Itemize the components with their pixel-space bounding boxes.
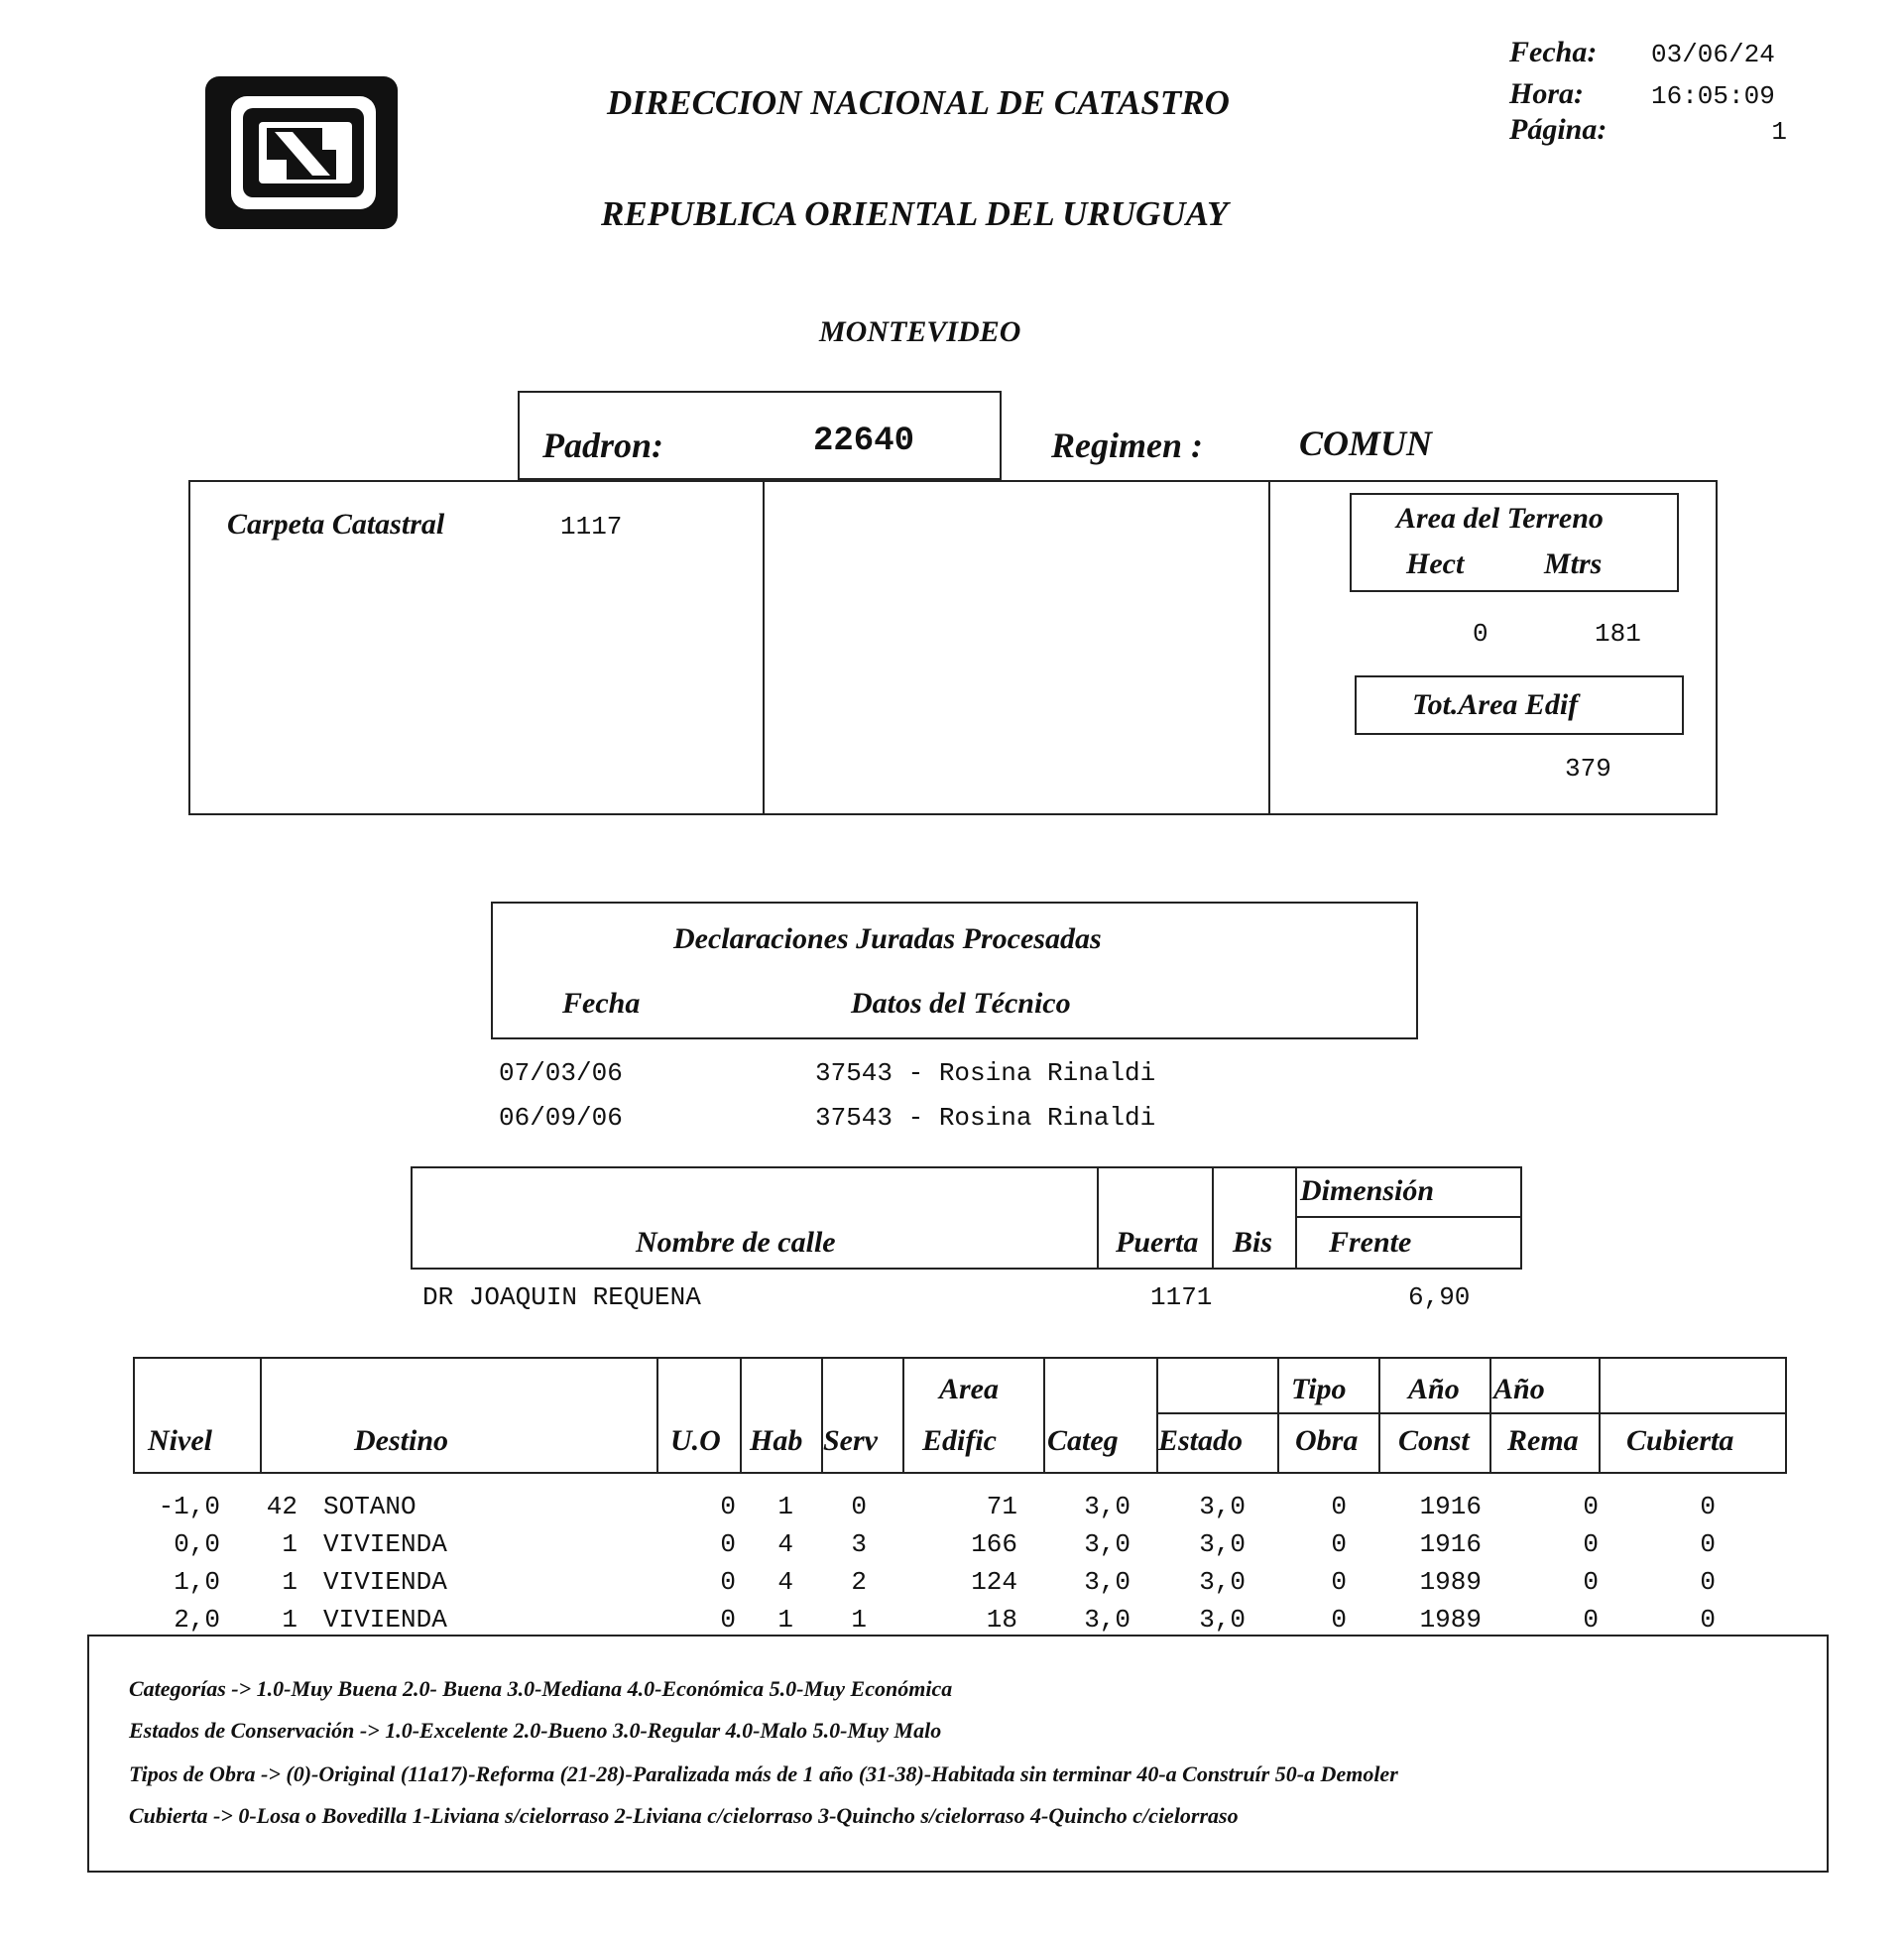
categ-cell: 3,0	[1084, 1605, 1130, 1635]
declaraciones-col-fecha: Fecha	[562, 987, 641, 1020]
pagina-label: Página:	[1509, 113, 1607, 146]
header-title-2: REPUBLICA ORIENTAL DEL URUGUAY	[601, 194, 1229, 233]
calle-nombre: DR JOAQUIN REQUENA	[422, 1282, 701, 1312]
rema-cell: 0	[1583, 1492, 1599, 1521]
cod-cell: 1	[282, 1529, 298, 1559]
col-cubierta: Cubierta	[1626, 1424, 1734, 1457]
calle-dimension-divider	[1295, 1216, 1522, 1218]
table-row	[0, 1492, 1904, 1527]
mtrs-value: 181	[1595, 619, 1641, 649]
cod-cell: 42	[266, 1492, 298, 1521]
nivel-cell: -1,0	[158, 1492, 220, 1521]
estado-cell: 3,0	[1199, 1567, 1246, 1597]
tipo-cell: 0	[1331, 1605, 1347, 1635]
carpeta-value: 1117	[560, 512, 623, 542]
col-anio-const-bottom: Const	[1398, 1424, 1470, 1457]
niveles-divider	[1277, 1357, 1279, 1474]
tipo-cell: 0	[1331, 1529, 1347, 1559]
cod-cell: 1	[282, 1567, 298, 1597]
declaraciones-title: Declaraciones Juradas Procesadas	[673, 922, 1102, 955]
info-divider-1	[763, 480, 765, 815]
area-cell: 124	[971, 1567, 1017, 1597]
area-cell: 71	[986, 1492, 1017, 1521]
uo-cell: 0	[720, 1529, 736, 1559]
legend-cubierta: Cubierta -> 0-Losa o Bovedilla 1-Liviana s/cielorraso 2-Liviana c/cielorraso 3-Quincho s/cielorraso 4-Quincho c/cielorraso	[129, 1803, 1239, 1828]
destino-cell: VIVIENDA	[323, 1567, 447, 1597]
hab-cell: 4	[777, 1567, 793, 1597]
cubierta-cell: 0	[1700, 1492, 1716, 1521]
niveles-divider	[1599, 1357, 1601, 1474]
cubierta-cell: 0	[1700, 1605, 1716, 1635]
legend-estados: Estados de Conservación -> 1.0-Excelente 2.0-Bueno 3.0-Regular 4.0-Malo 5.0-Muy Malo	[129, 1718, 942, 1743]
niveles-divider	[902, 1357, 904, 1474]
col-serv: Serv	[823, 1424, 878, 1457]
legend-tipos-obra: Tipos de Obra -> (0)-Original (11a17)-Reforma (21-28)-Paralizada más de 1 año (31-38)-Habitada sin terminar 40-a Construír 50-a Demoler	[129, 1761, 1398, 1786]
catastro-logo-icon	[203, 74, 400, 231]
destino-cell: VIVIENDA	[323, 1605, 447, 1635]
area-cell: 18	[986, 1605, 1017, 1635]
mtrs-label: Mtrs	[1544, 547, 1603, 580]
col-estado: Estado	[1158, 1424, 1244, 1457]
niveles-divider	[656, 1357, 658, 1474]
col-hab: Hab	[750, 1424, 803, 1457]
estado-cell: 3,0	[1199, 1492, 1246, 1521]
nivel-cell: 0,0	[174, 1529, 220, 1559]
location-label: MONTEVIDEO	[819, 315, 1021, 348]
declaracion-tecnico: 37543 - Rosina Rinaldi	[815, 1103, 1156, 1133]
categ-cell: 3,0	[1084, 1567, 1130, 1597]
tot-area-label: Tot.Area Edif	[1412, 688, 1579, 721]
uo-cell: 0	[720, 1492, 736, 1521]
col-anio-const-top: Año	[1408, 1373, 1460, 1405]
categ-cell: 3,0	[1084, 1492, 1130, 1521]
tipo-cell: 0	[1331, 1567, 1347, 1597]
niveles-divider	[1378, 1357, 1380, 1474]
hora-value: 16:05:09	[1651, 81, 1775, 111]
header-title-1: DIRECCION NACIONAL DE CATASTRO	[607, 83, 1230, 122]
const-cell: 1989	[1419, 1567, 1482, 1597]
tot-area-value: 379	[1565, 754, 1611, 784]
col-bis: Bis	[1233, 1226, 1273, 1259]
table-row	[0, 1567, 1904, 1603]
info-divider-2	[1268, 480, 1270, 815]
cubierta-cell: 0	[1700, 1529, 1716, 1559]
const-cell: 1916	[1419, 1529, 1482, 1559]
col-tipo-top: Tipo	[1291, 1373, 1347, 1405]
regimen-value: COMUN	[1299, 424, 1433, 463]
area-cell: 166	[971, 1529, 1017, 1559]
serv-cell: 3	[851, 1529, 867, 1559]
declaraciones-col-tecnico: Datos del Técnico	[851, 987, 1071, 1020]
serv-cell: 1	[851, 1605, 867, 1635]
calle-puerta: 1171	[1150, 1282, 1213, 1312]
col-dimension: Dimensión	[1300, 1174, 1435, 1207]
estado-cell: 3,0	[1199, 1529, 1246, 1559]
destino-cell: VIVIENDA	[323, 1529, 447, 1559]
col-nivel: Nivel	[148, 1424, 212, 1457]
niveles-divider	[260, 1357, 262, 1474]
area-terreno-label: Area del Terreno	[1396, 502, 1604, 535]
hab-cell: 1	[777, 1492, 793, 1521]
col-tipo-bottom: Obra	[1295, 1424, 1359, 1457]
serv-cell: 0	[851, 1492, 867, 1521]
hora-label: Hora:	[1509, 77, 1584, 110]
calle-divider	[1097, 1166, 1099, 1270]
col-area-bottom: Edific	[922, 1424, 997, 1457]
col-puerta: Puerta	[1116, 1226, 1199, 1259]
tipo-cell: 0	[1331, 1492, 1347, 1521]
rema-cell: 0	[1583, 1529, 1599, 1559]
rema-cell: 0	[1583, 1567, 1599, 1597]
declaracion-fecha: 07/03/06	[499, 1058, 623, 1088]
fecha-value: 03/06/24	[1651, 40, 1775, 69]
pagina-value: 1	[1771, 117, 1787, 147]
declaracion-fecha: 06/09/06	[499, 1103, 623, 1133]
carpeta-label: Carpeta Catastral	[227, 508, 445, 541]
uo-cell: 0	[720, 1605, 736, 1635]
hab-cell: 4	[777, 1529, 793, 1559]
padron-value: 22640	[813, 423, 915, 460]
calle-divider	[1212, 1166, 1214, 1270]
legend-categorias: Categorías -> 1.0-Muy Buena 2.0- Buena 3.0-Mediana 4.0-Económica 5.0-Muy Económica	[129, 1676, 953, 1701]
fecha-label: Fecha:	[1509, 36, 1598, 68]
serv-cell: 2	[851, 1567, 867, 1597]
hect-label: Hect	[1406, 547, 1465, 580]
estado-cell: 3,0	[1199, 1605, 1246, 1635]
col-anio-rema-top: Año	[1493, 1373, 1545, 1405]
col-anio-rema-bottom: Rema	[1507, 1424, 1579, 1457]
categ-cell: 3,0	[1084, 1529, 1130, 1559]
col-frente: Frente	[1329, 1226, 1412, 1259]
regimen-label: Regimen :	[1051, 425, 1203, 465]
hab-cell: 1	[777, 1605, 793, 1635]
hect-value: 0	[1473, 619, 1488, 649]
const-cell: 1916	[1419, 1492, 1482, 1521]
cubierta-cell: 0	[1700, 1567, 1716, 1597]
nivel-cell: 2,0	[174, 1605, 220, 1635]
col-categ: Categ	[1047, 1424, 1119, 1457]
calle-frente: 6,90	[1408, 1282, 1471, 1312]
col-uo: U.O	[670, 1424, 721, 1457]
declaracion-tecnico: 37543 - Rosina Rinaldi	[815, 1058, 1156, 1088]
destino-cell: SOTANO	[323, 1492, 416, 1521]
col-destino: Destino	[354, 1424, 449, 1457]
cod-cell: 1	[282, 1605, 298, 1635]
calle-divider	[1295, 1166, 1297, 1270]
padron-label: Padron:	[542, 425, 664, 465]
table-row	[0, 1529, 1904, 1565]
const-cell: 1989	[1419, 1605, 1482, 1635]
legend-box	[87, 1635, 1829, 1873]
niveles-divider	[1489, 1357, 1491, 1474]
nivel-cell: 1,0	[174, 1567, 220, 1597]
niveles-divider	[1043, 1357, 1045, 1474]
col-area-top: Area	[939, 1373, 999, 1405]
col-nombre-calle: Nombre de calle	[636, 1226, 836, 1259]
uo-cell: 0	[720, 1567, 736, 1597]
niveles-subheader-divider	[1156, 1412, 1787, 1414]
rema-cell: 0	[1583, 1605, 1599, 1635]
niveles-divider	[740, 1357, 742, 1474]
